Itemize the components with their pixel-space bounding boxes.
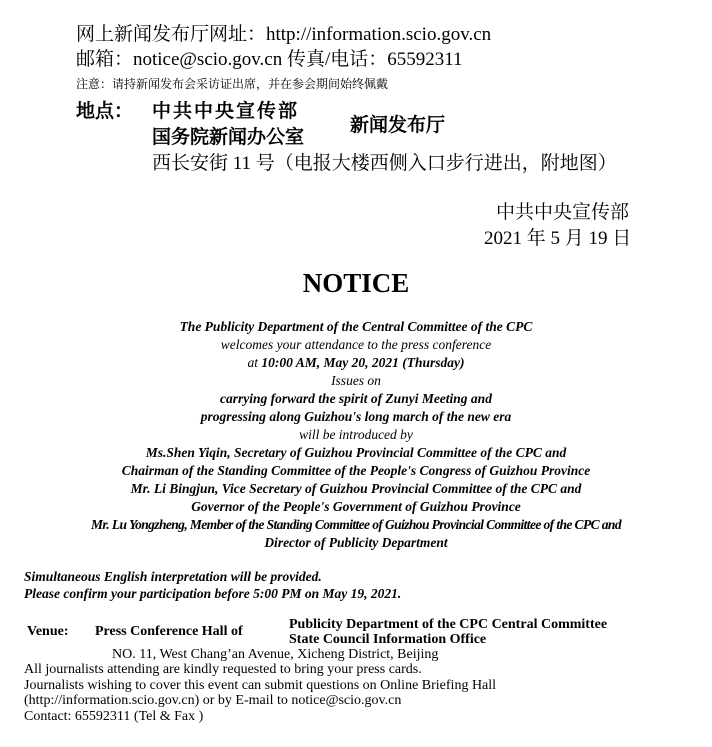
website-line: 网上新闻发布厅网址：http://information.scio.gov.cn bbox=[76, 24, 492, 45]
notice-line-issues: Issues on bbox=[331, 373, 381, 388]
notice-line-host: The Publicity Department of the Central Committee of the CPC bbox=[179, 319, 533, 334]
notice-line-speaker-1a: Ms.Shen Yiqin, Secretary of Guizhou Provincial Committee of the CPC and bbox=[145, 445, 567, 460]
notice-line-speaker-2a: Mr. Li Bingjun, Vice Secretary of Guizhou Provincial Committee of the CPC and bbox=[130, 481, 582, 496]
footer-questions: Journalists wishing to cover this event can submit questions on Online Briefing Hall bbox=[24, 677, 497, 693]
venue-address: NO. 11, West Chang’an Avenue, Xicheng District, Beijing bbox=[112, 647, 439, 662]
notice-line-speaker-3a: Mr. Lu Yongzheng, Member of the Standing Committee of Guizhou Provincial Committee of the CPC and bbox=[91, 517, 621, 532]
notice-line-introduced: will be introduced by bbox=[299, 427, 413, 442]
signature-date: 2021 年 5 月 19 日 bbox=[484, 228, 632, 249]
notice-line-speaker-1b: Chairman of the Standing Committee of the People's Congress of Guizhou Province bbox=[121, 463, 591, 478]
notice-time-value: 10:00 AM, May 20, 2021 (Thursday) bbox=[261, 355, 465, 370]
interpretation-notes bbox=[24, 568, 401, 602]
location-org-scio: 国务院新闻办公室 bbox=[152, 127, 305, 148]
venue-org-publicity: Publicity Department of the CPC Central Committee bbox=[289, 617, 608, 632]
notice-line-time bbox=[0, 354, 712, 372]
location-address: 西长安街 11 号（电报大楼西侧入口步行进出，附地图） bbox=[152, 153, 617, 174]
location-hall: 新闻发布厅 bbox=[350, 115, 446, 136]
confirm-note: Please confirm your participation before 5:00 PM on May 19, 2021. bbox=[24, 586, 402, 601]
footer-contact: Contact: 65592311 (Tel & Fax ) bbox=[24, 708, 204, 724]
notice-time-prefix: at bbox=[247, 355, 262, 370]
signature-org: 中共中央宣传部 bbox=[496, 202, 630, 223]
footer-links: (http://information.scio.gov.cn) or by E-mail to notice@scio.gov.cn bbox=[24, 693, 402, 708]
location-label: 地点： bbox=[76, 101, 134, 122]
notice-line-speaker-2b: Governor of the People's Government of Guizhou Province bbox=[191, 499, 521, 514]
notice-title: NOTICE bbox=[302, 268, 410, 298]
notice-line-topic-2: progressing along Guizhou's long march of the new era bbox=[200, 409, 512, 424]
notice-line-topic-1: carrying forward the spirit of Zunyi Meeting and bbox=[220, 391, 492, 406]
simultaneous-note: Simultaneous English interpretation will be provided. bbox=[24, 569, 322, 584]
footer-press-cards: All journalists attending are kindly requested to bring your press cards. bbox=[24, 662, 422, 677]
venue-org-scio: State Council Information Office bbox=[289, 632, 487, 647]
contact-line: 邮箱：notice@scio.gov.cn 传真/电话：65592311 bbox=[76, 49, 463, 70]
location-org-publicity: 中共中央宣传部 bbox=[152, 101, 300, 122]
footer-notes bbox=[24, 662, 496, 724]
notice-line-speaker-3b: Director of Publicity Department bbox=[264, 535, 448, 550]
notice-line-welcome: welcomes your attendance to the press conference bbox=[220, 337, 492, 352]
attendance-note: 注意：请持新闻发布会采访证出席，并在参会期间始终佩戴 bbox=[76, 77, 389, 91]
notice-body bbox=[0, 318, 712, 552]
venue-label: Venue: bbox=[27, 624, 69, 639]
venue-hall: Press Conference Hall of bbox=[95, 624, 243, 639]
